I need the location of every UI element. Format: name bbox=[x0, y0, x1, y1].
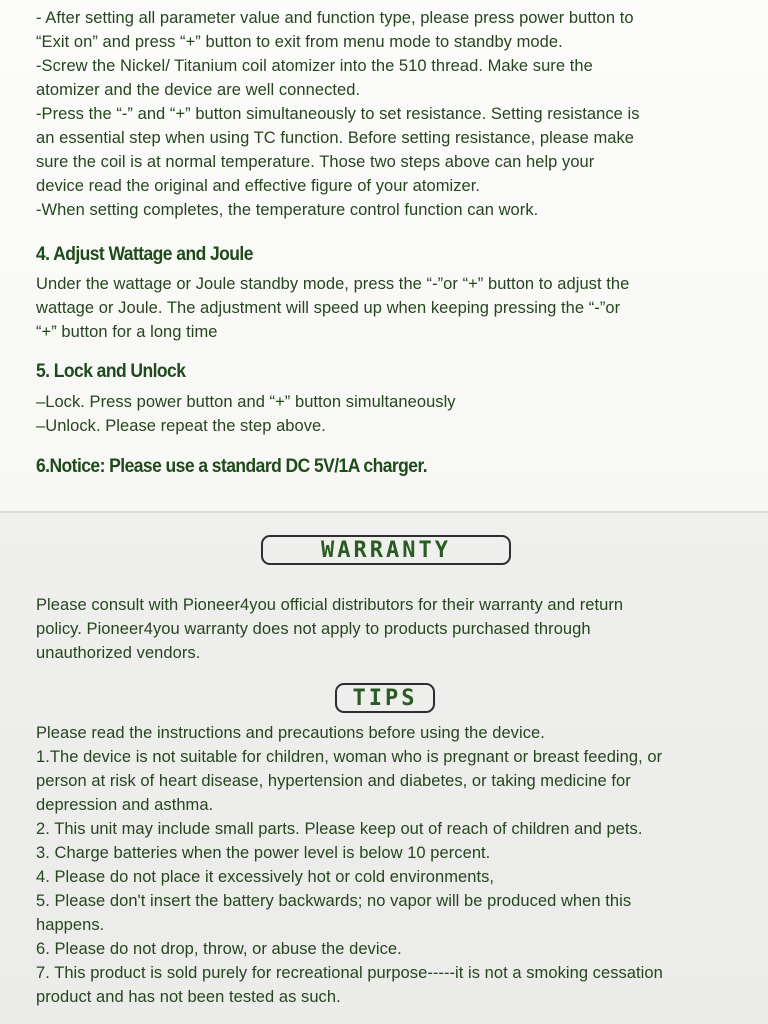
text-line: device read the original and effective figure of your atomizer. bbox=[36, 177, 481, 195]
section-4-paragraph bbox=[36, 272, 746, 344]
text-line: product and has not been tested as such. bbox=[36, 988, 341, 1006]
text-line: –Lock. Press power button and “+” button simultaneously bbox=[36, 393, 456, 411]
tips-paragraph bbox=[36, 721, 746, 1009]
section-5-heading: 5. Lock and Unlock bbox=[36, 361, 186, 382]
text-line: policy. Pioneer4you warranty does not apply to products purchased through bbox=[36, 620, 591, 638]
text-line: 4. Please do not place it excessively hot or cold environments, bbox=[36, 868, 495, 886]
text-line: happens. bbox=[36, 916, 105, 934]
text-line: Please read the instructions and precautions before using the device. bbox=[36, 724, 545, 742]
warranty-badge: WARRANTY bbox=[261, 535, 511, 565]
text-line: 7. This product is sold purely for recreational purpose-----it is not a smoking cessation bbox=[36, 964, 663, 982]
warranty-paragraph bbox=[36, 593, 746, 665]
text-line: Please consult with Pioneer4you official distributors for their warranty and return bbox=[36, 596, 624, 614]
text-line: wattage or Joule. The adjustment will speed up when keeping pressing the “-”or bbox=[36, 299, 621, 317]
text-line: -Screw the Nickel/ Titanium coil atomizer into the 510 thread. Make sure the bbox=[36, 57, 593, 75]
text-line: sure the coil is at normal temperature. Those two steps above can help your bbox=[36, 153, 595, 171]
text-line: unauthorized vendors. bbox=[36, 644, 201, 662]
tips-badge: TIPS bbox=[335, 683, 435, 713]
text-line: –Unlock. Please repeat the step above. bbox=[36, 417, 326, 435]
text-line: 1.The device is not suitable for children, woman who is pregnant or breast feeding, or bbox=[36, 748, 663, 766]
section-5-paragraph bbox=[36, 390, 746, 438]
text-line: 2. This unit may include small parts. Please keep out of reach of children and pets. bbox=[36, 820, 643, 838]
text-line: - After setting all parameter value and function type, please press power button to bbox=[36, 9, 634, 27]
text-line: person at risk of heart disease, hypertension and diabetes, or taking medicine for bbox=[36, 772, 631, 790]
text-line: atomizer and the device are well connected. bbox=[36, 81, 361, 99]
intro-paragraph bbox=[36, 6, 746, 222]
page-fold-divider bbox=[0, 511, 768, 513]
section-6-notice: 6.Notice: Please use a standard DC 5V/1A charger. bbox=[36, 456, 428, 477]
text-line: “Exit on” and press “+” button to exit from menu mode to standby mode. bbox=[36, 33, 563, 51]
section-4-heading: 4. Adjust Wattage and Joule bbox=[36, 244, 253, 265]
text-line: -Press the “-” and “+” button simultaneously to set resistance. Setting resistance is bbox=[36, 105, 640, 123]
text-line: -When setting completes, the temperature control function can work. bbox=[36, 201, 539, 219]
text-line: 6. Please do not drop, throw, or abuse the device. bbox=[36, 940, 402, 958]
text-line: an essential step when using TC function. Before setting resistance, please make bbox=[36, 129, 635, 147]
text-line: depression and asthma. bbox=[36, 796, 214, 814]
text-line: 5. Please don't insert the battery backwards; no vapor will be produced when this bbox=[36, 892, 632, 910]
text-line: 3. Charge batteries when the power level is below 10 percent. bbox=[36, 844, 491, 862]
text-line: “+” button for a long time bbox=[36, 323, 218, 341]
text-line: Under the wattage or Joule standby mode, press the “-”or “+” button to adjust the bbox=[36, 275, 630, 293]
